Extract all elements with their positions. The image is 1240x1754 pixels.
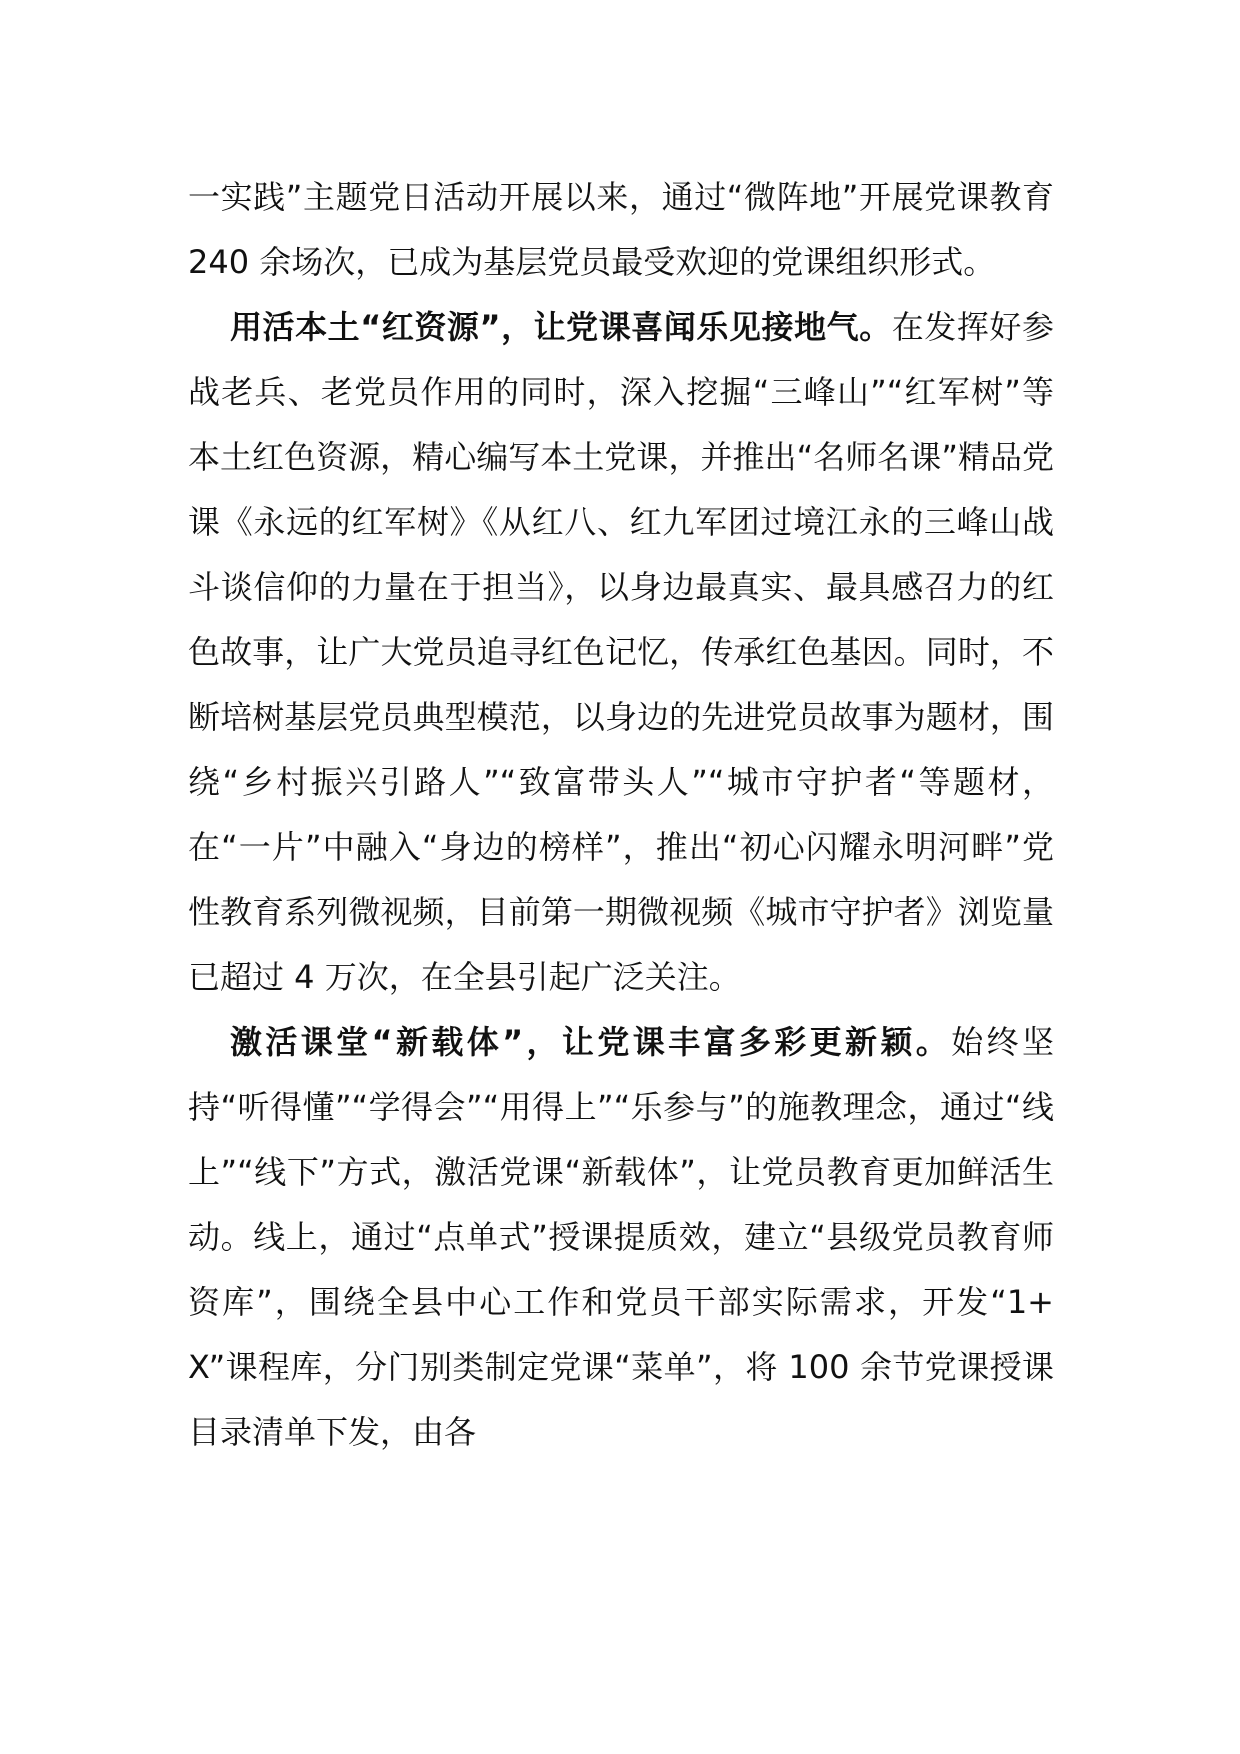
document-body [188,165,1054,1465]
paragraph-new-carrier [188,1010,1054,1465]
paragraph-red-resources [188,295,1054,1010]
paragraph-new-carrier-text: 始终坚持“听得懂”“学得会”“用得上”“乐参与”的施教理念，通过“线上”“线下”方式，激活党课“新载体”，让党员教育更加鲜活生动。线上，通过“点单式”授课提质效，建立“县级党员教育师资库”，围绕全县中心工作和党员干部实际需求，开发“1+X”课程库，分门别类制定党课“菜单”，将 100 余节党课授课目录清单下发，由各 [188,1023,1054,1451]
paragraph-continuation [188,165,1054,295]
paragraph-red-resources-text: 在发挥好参战老兵、老党员作用的同时，深入挖掘“三峰山”“红军树”等本土红色资源，精心编写本土党课，并推出“名师名课”精品党课《永远的红军树》《从红八、红九军团过境江永的三峰山战斗谈信仰的力量在于担当》，以身边最真实、最具感召力的红色故事，让广大党员追寻红色记忆，传承红色基因。同时，不断培树基层党员典型模范，以身边的先进党员故事为题材，围绕“乡村振兴引路人”“致富带头人”“城市守护者“等题材，在“一片”中融入“身边的榜样”，推出“初心闪耀永明河畔”党性教育系列微视频，目前第一期微视频《城市守护者》浏览量已超过 4 万次，在全县引起广泛关注。 [188,308,1054,996]
paragraph-new-carrier-heading: 激活课堂“新载体”，让党课丰富多彩更新颖。 [230,1023,952,1061]
paragraph-red-resources-heading: 用活本土“红资源”，让党课喜闻乐见接地气。 [230,308,892,346]
paragraph-continuation-text: 一实践”主题党日活动开展以来，通过“微阵地”开展党课教育 240 余场次，已成为基层党员最受欢迎的党课组织形式。 [188,178,1054,281]
